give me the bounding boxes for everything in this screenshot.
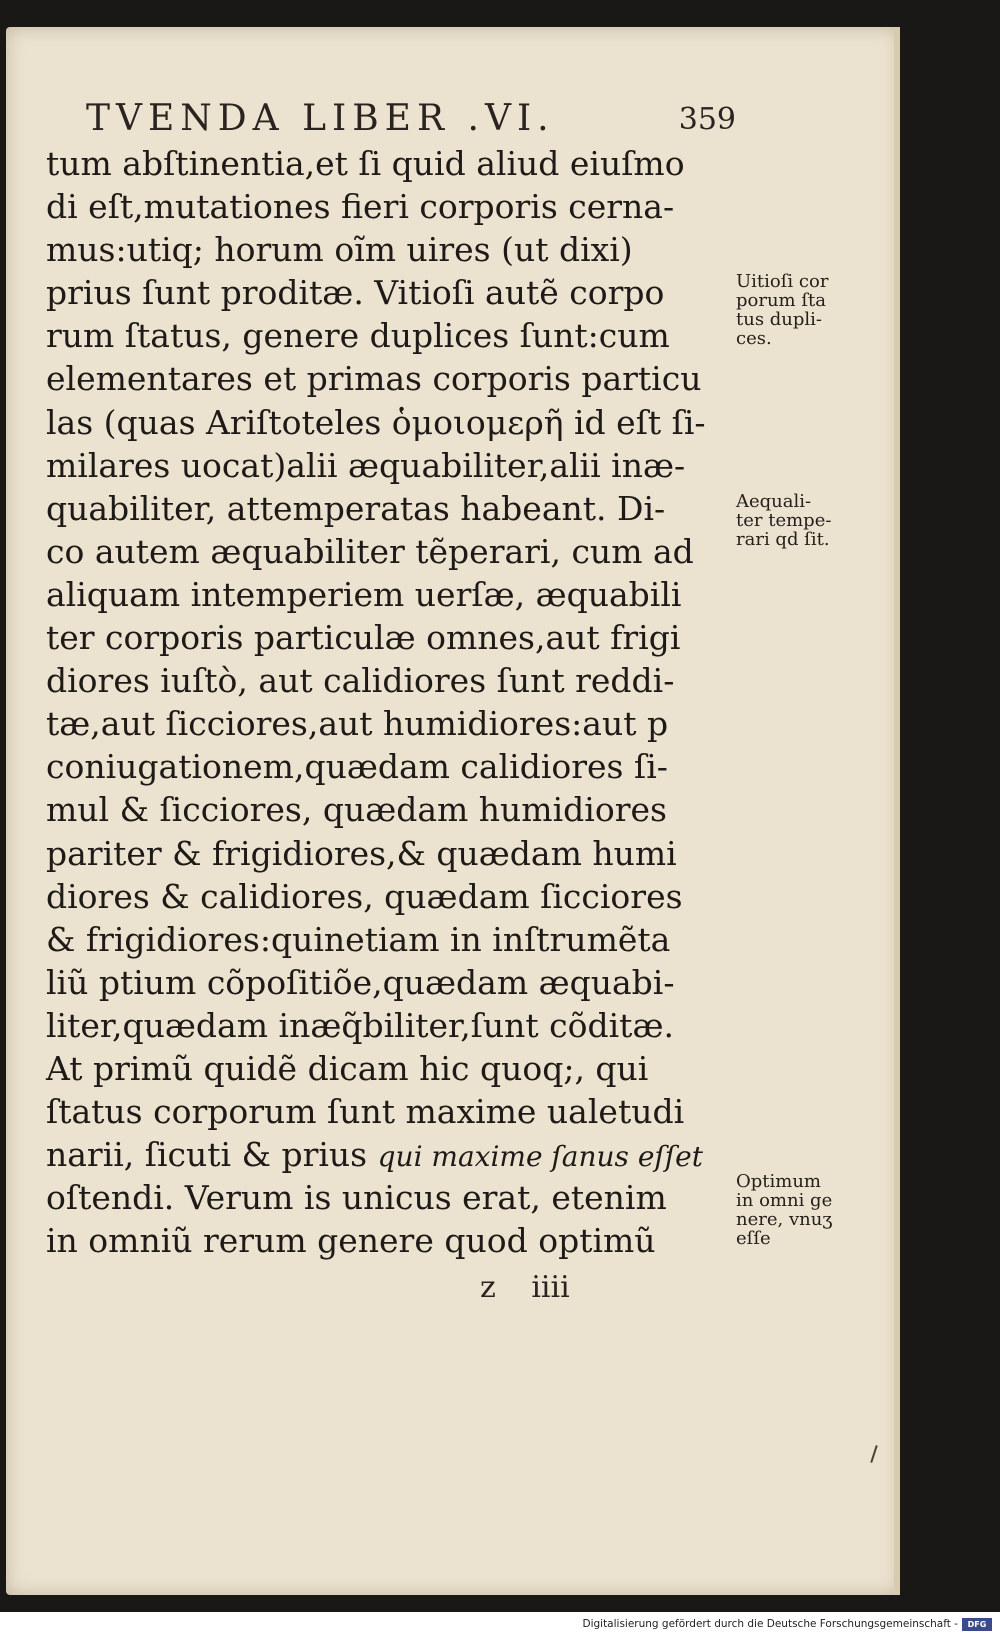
note-line: tus dupli- xyxy=(736,309,823,330)
note-line: in omni ge xyxy=(736,1190,833,1211)
text-line: At primũ quidẽ dicam hic quoq;, qui xyxy=(46,1048,649,1088)
funding-credit: Digitalisierung gefördert durch die Deutsche Forschungsgemeinschaft - xyxy=(582,1618,958,1630)
marginal-note xyxy=(736,272,828,348)
text-line: quabiliter, attemperatas habeant. Di- xyxy=(46,488,666,528)
marginal-note xyxy=(736,1172,832,1248)
text-line: coniugationem,quædam calidiores ſi- xyxy=(46,747,668,787)
text-line: oſtendi. Verum is unicus erat, etenim xyxy=(46,1178,667,1218)
note-line: nere, vnuʒ xyxy=(736,1209,833,1230)
text-line xyxy=(46,1133,703,1176)
text-line: liũ ptium cõpoſitiõe,quædam æquabi- xyxy=(46,962,675,1002)
signature-mark: z iiii xyxy=(480,1270,570,1305)
text-line: mus:utiq; horum oı̃m uires (ut dixi) xyxy=(46,230,633,270)
note-line: ces. xyxy=(736,328,772,349)
running-head: TVENDA LIBER .VI. xyxy=(86,98,555,139)
text-line: & frigidiores:quinetiam in inſtrumẽta xyxy=(46,919,671,959)
text-line: ter corporis particulæ omnes,aut frigi xyxy=(46,618,681,658)
text-line: pariter & frigidiores,& quædam humi xyxy=(46,833,677,873)
text-line: di eſt,mutationes fieri corporis cerna- xyxy=(46,187,675,227)
note-line: Aequali- xyxy=(736,491,812,512)
text-line: liter,quædam inæq̃biliter,ſunt cõditæ. xyxy=(46,1005,674,1045)
note-line: Optimum xyxy=(736,1171,821,1192)
text-line: tum abſtinentia,et ſi quid aliud eiuſmo xyxy=(46,144,685,183)
text-line: ſtatus corporum ſunt maxime ualetudi xyxy=(46,1092,685,1132)
main-text xyxy=(46,142,833,1262)
text-line: aliquam intemperiem uerſæ, æquabili xyxy=(46,574,682,614)
text-line: tæ,aut ſicciores,aut humidiores:aut p xyxy=(46,704,669,744)
text-line: milares uocat)alii æquabiliter,alii inæ- xyxy=(46,445,686,485)
text-line: mul & ſicciores, quædam humidiores xyxy=(46,790,667,830)
text-line: las (quas Ariſtoteles ὁμοιομερῆ id eſt ſi- xyxy=(46,402,706,442)
note-line: eſſe xyxy=(736,1228,771,1249)
page-header xyxy=(86,98,736,146)
note-line: Uitioſi cor xyxy=(736,271,829,292)
text-line: diores iuſtò, aut calidiores ſunt reddi- xyxy=(46,661,675,701)
text-line: rum ſtatus, genere duplices ſunt:cum xyxy=(46,316,670,356)
note-line: rari qd ſit. xyxy=(736,529,830,550)
text-line: elementares et primas corporis particu xyxy=(46,359,702,399)
note-line: porum ſta xyxy=(736,290,826,311)
marginal-note xyxy=(736,492,831,549)
text-line: co autem æquabiliter tẽperari, cum ad xyxy=(46,531,694,571)
italic-insertion: qui maxime ſanus eſſet xyxy=(377,1140,703,1174)
text-line-start: narii, ſicuti & prius xyxy=(46,1135,368,1175)
text-line: diores & calidiores, quædam ſicciores xyxy=(46,876,683,916)
text-line: in omniũ rerum genere quod optimũ xyxy=(46,1221,656,1261)
note-line: ter tempe- xyxy=(736,510,832,531)
page-number: 359 xyxy=(678,102,736,137)
dfg-logo: DFG xyxy=(962,1618,992,1631)
text-line: prius ſunt proditæ. Vitioſi autẽ corpo xyxy=(46,273,665,313)
